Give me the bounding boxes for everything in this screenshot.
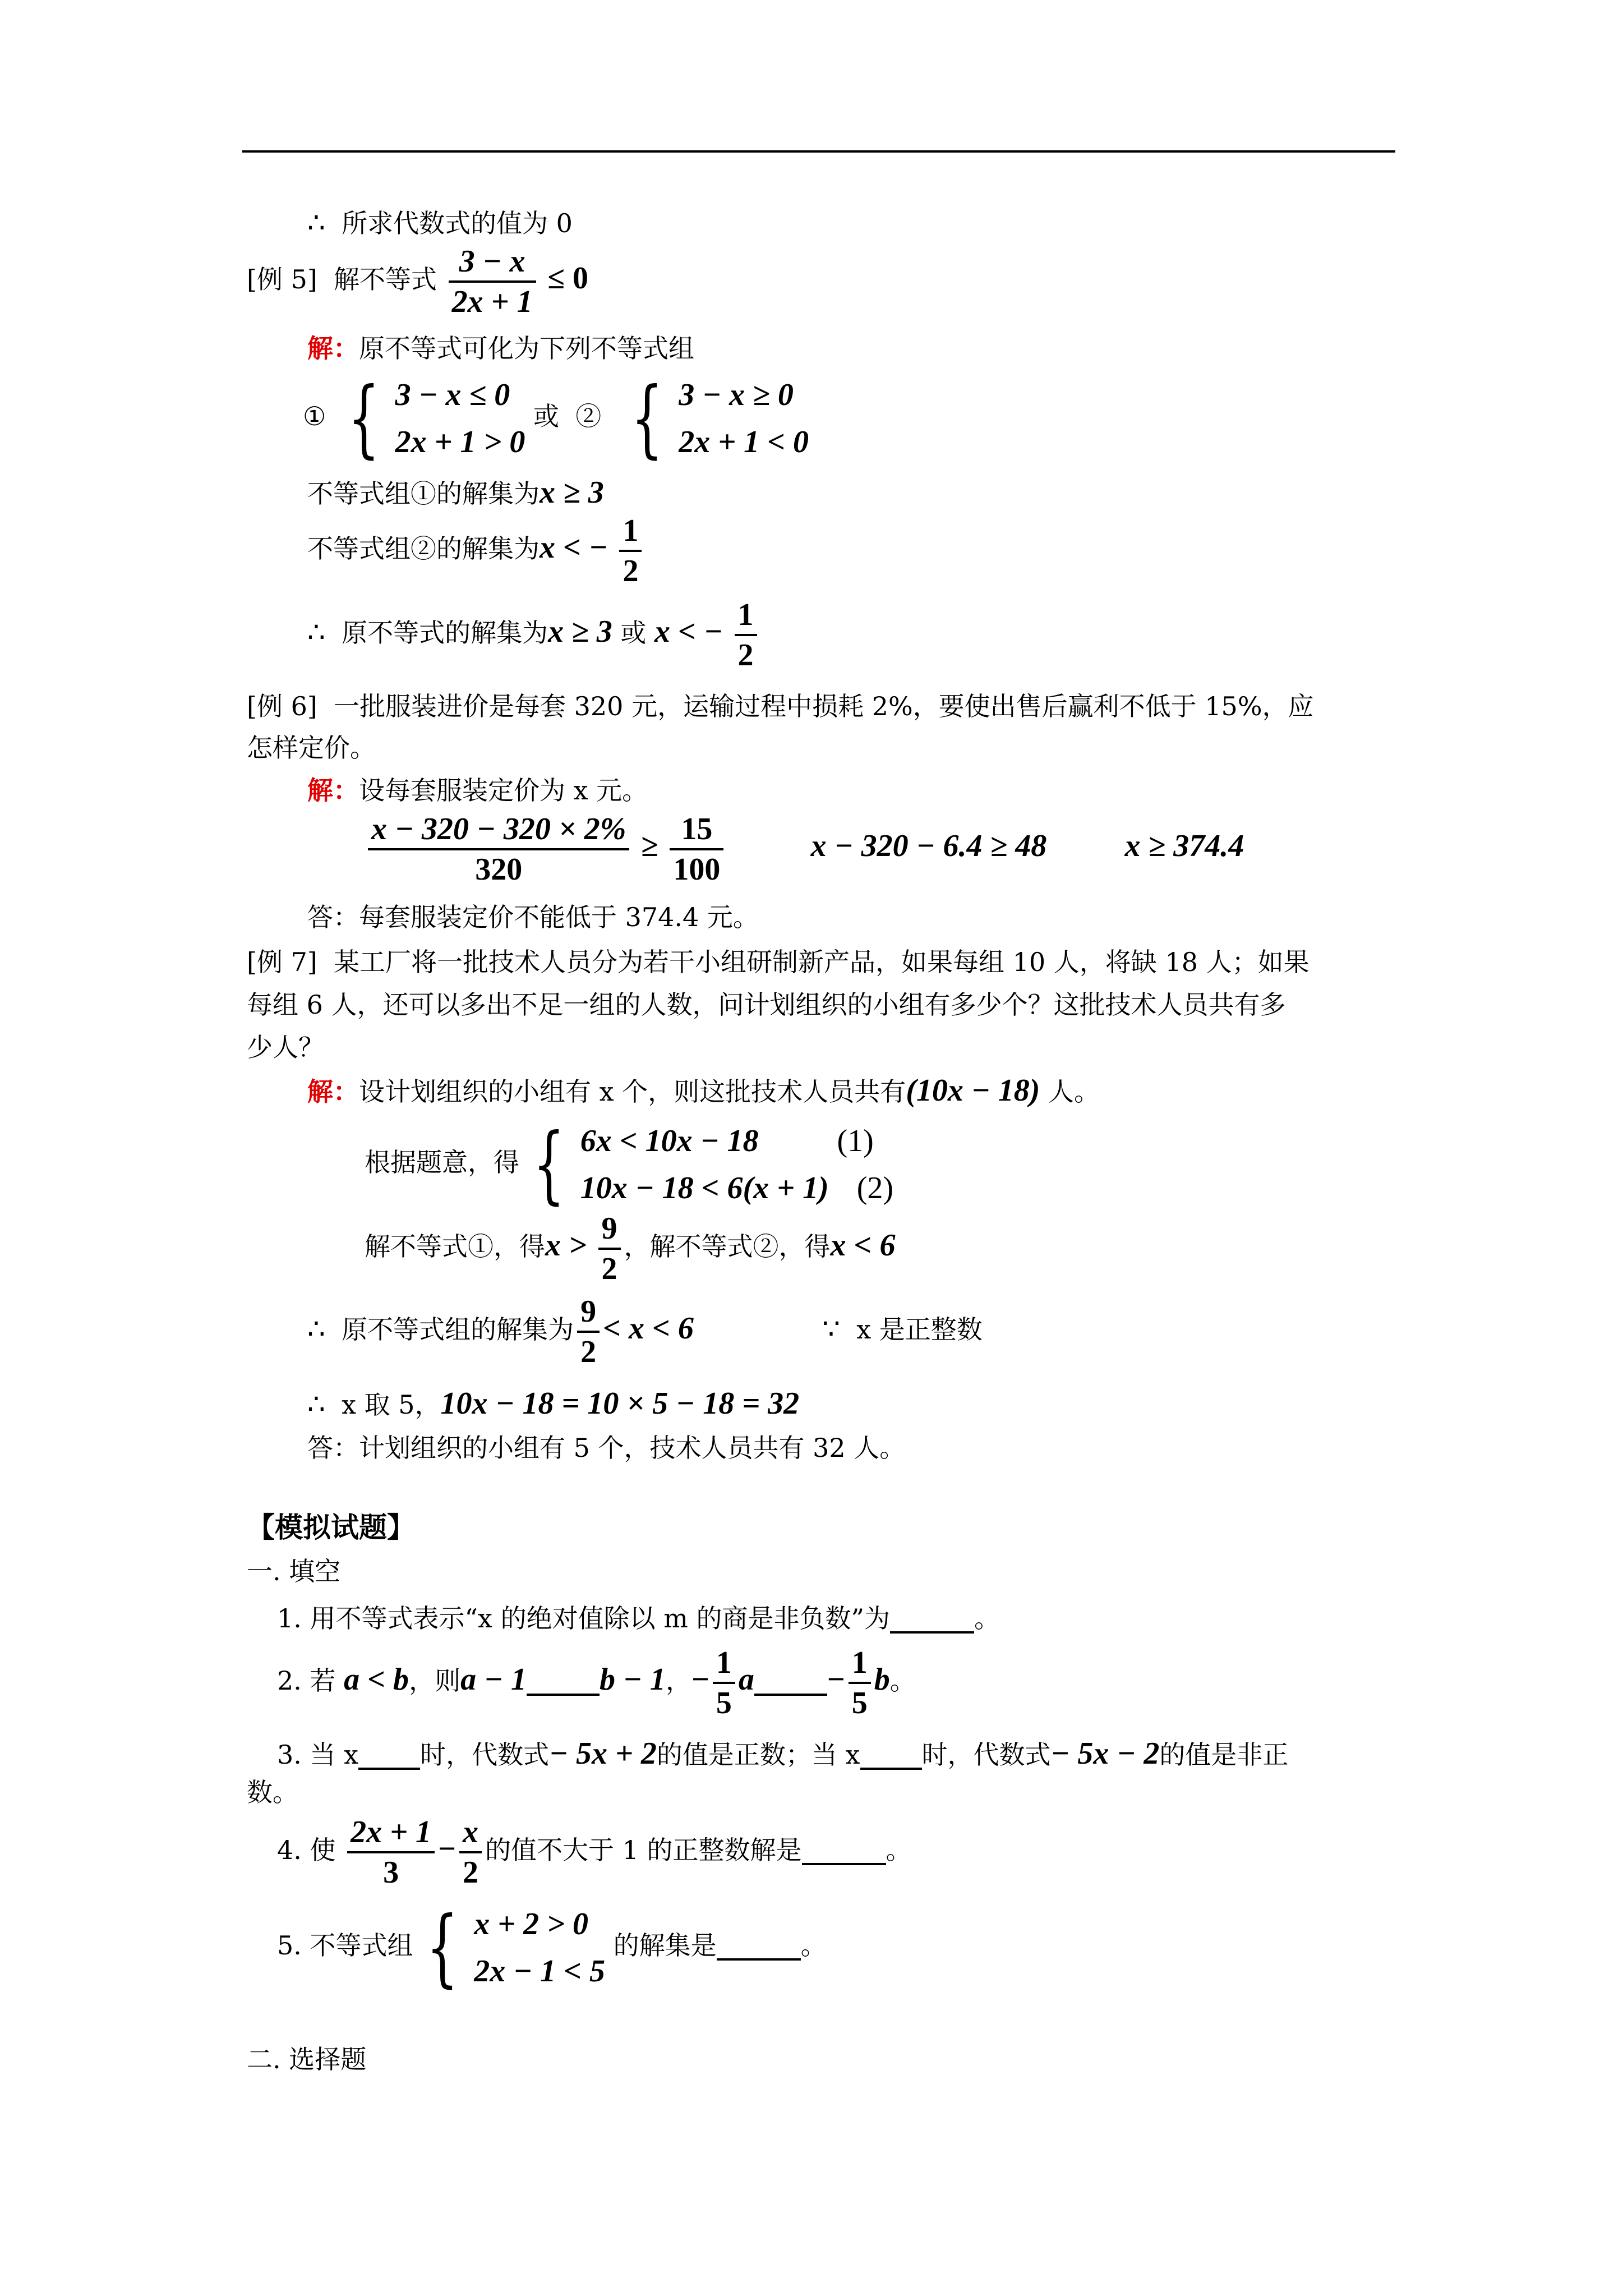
fraction-denominator: 2 [462, 1855, 478, 1890]
fraction-numerator: 1 [713, 1647, 735, 1684]
system-row: x + 2 > 0 [474, 1907, 589, 1941]
example7-text3 [247, 1034, 324, 1060]
system-expression: 10x − 18 < 6(x + 1) [580, 1171, 829, 1205]
section2-title [247, 2046, 366, 2072]
example7-text1 [247, 949, 1310, 975]
solution-text: 不等式组②的解集为 [307, 533, 540, 564]
fraction-numerator: x − 320 − 320 × 2% [368, 813, 629, 850]
question-2 [277, 1647, 916, 1719]
system-row: 2x − 1 < 5 [474, 1954, 606, 1989]
math-expression: − 5x − 2 [1050, 1736, 1160, 1771]
example6-text2 [247, 735, 376, 761]
solution-text: 根据题意，得 [365, 1147, 519, 1177]
question-text: 数。 [247, 1777, 298, 1807]
solution-text: 不等式组①的解集为 [307, 478, 540, 509]
fraction-denominator: 2 [601, 1251, 617, 1286]
mock-heading [247, 1513, 415, 1542]
inequality-system [580, 1117, 893, 1212]
fraction-denominator: 320 [475, 852, 523, 887]
answer-text: 答：每套服装定价不能低于 374.4 元。 [307, 902, 759, 932]
therefore-symbol: ∴ [307, 616, 325, 648]
math-expression: < x < 6 [603, 1311, 694, 1346]
math-expression: x < − [540, 530, 608, 565]
question-4 [277, 1816, 912, 1888]
fraction-denominator: 5 [851, 1686, 868, 1720]
fraction-numerator: 2x + 1 [347, 1816, 435, 1853]
fraction-denominator: 2 [623, 554, 639, 588]
example5-systems [303, 371, 809, 466]
section-title: 一. 填空 [247, 1556, 341, 1586]
math-expression: x > [545, 1228, 587, 1263]
math-expression: b [874, 1662, 890, 1697]
solution-text: 原不等式组的解集为 [342, 1314, 574, 1345]
math-relation: ≤ 0 [547, 261, 588, 296]
therefore-symbol: ∴ [307, 1313, 325, 1345]
fraction [577, 1296, 600, 1368]
math-expression: x < 6 [830, 1228, 896, 1263]
math-relation: ≥ [641, 829, 658, 863]
question-text: 。 [889, 1665, 916, 1696]
math-expression: − 5x + 2 [549, 1736, 657, 1771]
system-row: 2x + 1 > 0 [395, 425, 525, 459]
solution-label: 解： [307, 1076, 359, 1107]
system-expression: 6x < 10x − 18 [580, 1124, 759, 1158]
intro-conclusion: 所求代数式的值为 0 [342, 208, 573, 238]
example5-solution-line [307, 333, 694, 364]
answer-blank[interactable] [527, 1668, 600, 1696]
because-symbol: ∵ [822, 1313, 840, 1345]
fraction-denominator: 5 [716, 1686, 732, 1720]
fraction-numerator: 1 [735, 599, 757, 636]
question-text: 的值是正数；当 x [656, 1740, 860, 1770]
math-expression: x ≥ 3 [548, 614, 612, 649]
example5-sol2 [307, 515, 645, 587]
question-text: 1. 用不等式表示“x 的绝对值除以 m 的商是非负数”为 [277, 1603, 890, 1634]
fraction-denominator: 2 [580, 1335, 597, 1369]
solution-text: 原不等式的解集为 [342, 618, 548, 648]
example6-equation [365, 813, 1244, 885]
fraction-numerator: 9 [598, 1213, 621, 1250]
answer-blank[interactable] [802, 1837, 886, 1865]
solution-text: 原不等式可化为下列不等式组 [359, 333, 694, 364]
answer-blank[interactable] [717, 1932, 801, 1961]
question-text: 4. 使 [277, 1835, 336, 1865]
example7-solution-line [307, 1075, 1100, 1106]
example5-title [247, 246, 588, 318]
math-expression: a − 1 [460, 1662, 527, 1697]
math-expression: (10x − 18) [906, 1073, 1040, 1108]
fraction-numerator: 1 [849, 1647, 871, 1684]
fraction [619, 515, 642, 587]
example6-text1 [247, 693, 1314, 719]
brace-icon: { [426, 1899, 459, 1996]
system-row [580, 1117, 893, 1165]
example5-sol1 [307, 477, 604, 508]
brace-icon: { [631, 370, 663, 467]
question-text: 3. 当 x [277, 1740, 359, 1770]
system-row [580, 1165, 893, 1212]
section-heading: 【模拟试题】 [247, 1511, 415, 1544]
example5-final [307, 599, 760, 671]
fraction [670, 813, 723, 885]
math-expression: − [438, 1832, 456, 1866]
answer-blank[interactable] [860, 1742, 922, 1770]
circle-one: ① [303, 401, 326, 431]
fraction-numerator: x [459, 1816, 482, 1853]
fraction [459, 1816, 482, 1888]
question-text: 的值是非正 [1159, 1740, 1289, 1770]
example6-solution-line [307, 775, 648, 806]
fraction-numerator: 3 − x [449, 246, 536, 283]
question-text: 。 [974, 1603, 1000, 1634]
fraction-denominator: 2x + 1 [451, 284, 533, 319]
example7-final [307, 1296, 983, 1368]
or-text: 或 [533, 401, 560, 431]
example-text: 每组 6 人，还可以多出不足一组的人数，问计划组织的小组有多少个？这批技术人员共有多 [247, 990, 1286, 1020]
math-expression: x < − [654, 614, 723, 649]
question-text: 5. 不等式组 [277, 1930, 413, 1961]
fraction [735, 599, 757, 671]
fraction-numerator: 1 [619, 515, 642, 552]
system-row: 2x + 1 < 0 [679, 425, 809, 459]
example-text: 怎样定价。 [247, 733, 376, 763]
example7-answer [307, 1435, 905, 1461]
question-text: ， [665, 1665, 691, 1696]
example7-solve [365, 1213, 895, 1285]
fraction-denominator: 100 [673, 852, 721, 887]
example-label: [例 7] [247, 947, 317, 977]
fraction-numerator: 15 [670, 813, 723, 850]
example-text: 一批服装进价是每套 320 元，运输过程中损耗 2%，要使出售后赢利不低于 15%，应 [334, 691, 1314, 721]
answer-blank[interactable] [890, 1605, 974, 1634]
example7-text2 [247, 992, 1286, 1018]
or-text: 或 [620, 618, 647, 648]
question-text: 时，代数式 [921, 1740, 1051, 1770]
solution-text: x 取 5， [342, 1389, 441, 1420]
answer-blank[interactable] [358, 1742, 420, 1770]
math-expression: a < b [344, 1662, 409, 1697]
example6-answer [307, 904, 759, 930]
section-title: 二. 选择题 [247, 2044, 367, 2074]
system-tag: (2) [856, 1171, 894, 1205]
question-text: 的值不大于 1 的正整数解是 [485, 1835, 802, 1865]
math-expression: x − 320 − 6.4 ≥ 48 [810, 829, 1047, 863]
example-text: 某工厂将一批技术人员分为若干小组研制新产品，如果每组 10 人，将缺 18 人；如果 [334, 947, 1310, 977]
math-expression: − [691, 1662, 709, 1697]
fraction [849, 1647, 871, 1719]
math-expression: b − 1 [600, 1662, 666, 1697]
solution-text: 设每套服装定价为 x 元。 [359, 775, 648, 806]
inequality-system [395, 371, 525, 466]
header-rule [242, 150, 1395, 153]
fraction [598, 1213, 621, 1285]
solution-text: x 是正整数 [856, 1314, 983, 1345]
question-text: 2. 若 [277, 1665, 336, 1696]
example7-system [365, 1117, 893, 1212]
section1-title [247, 1558, 340, 1584]
circle-two: ② [575, 401, 602, 431]
solution-text: 解不等式①，得 [365, 1231, 545, 1262]
brace-icon: { [532, 1116, 565, 1213]
fraction [368, 813, 629, 885]
fraction-numerator: 9 [577, 1296, 600, 1333]
example-prompt: 解不等式 [334, 264, 437, 295]
example-text: 少人？ [247, 1032, 324, 1062]
example7-take [307, 1388, 799, 1419]
inequality-system [474, 1901, 605, 1995]
solution-label: 解： [307, 775, 359, 806]
math-expression: − [827, 1662, 845, 1697]
intro-line [307, 206, 573, 239]
math-expression: a [738, 1662, 754, 1697]
math-expression: 10x − 18 = 10 × 5 − 18 = 32 [440, 1386, 800, 1421]
example-label: [例 6] [247, 691, 317, 721]
fraction-denominator: 2 [737, 638, 754, 673]
question-3-cont [247, 1779, 298, 1805]
inequality-system [679, 371, 809, 466]
therefore-symbol: ∴ [307, 206, 325, 239]
question-text: 。 [800, 1930, 827, 1961]
math-expression: x ≥ 374.4 [1124, 829, 1244, 863]
question-1 [277, 1605, 1000, 1634]
question-text: 。 [886, 1835, 912, 1865]
system-row: 3 − x ≤ 0 [395, 378, 510, 412]
system-row: 3 − x ≥ 0 [679, 378, 794, 412]
solution-text: 人。 [1048, 1076, 1100, 1107]
question-text: ，则 [409, 1665, 461, 1696]
math-expression: x ≥ 3 [540, 475, 604, 510]
solution-text: 设计划组织的小组有 x 个，则这批技术人员共有 [359, 1076, 906, 1107]
fraction [713, 1647, 735, 1719]
solution-text: ，解不等式②，得 [624, 1231, 831, 1262]
system-tag: (1) [837, 1124, 874, 1158]
therefore-symbol: ∴ [307, 1388, 325, 1420]
answer-text: 答：计划组织的小组有 5 个，技术人员共有 32 人。 [307, 1433, 906, 1463]
question-text: 的解集是 [613, 1930, 717, 1961]
question-5 [277, 1901, 827, 1995]
fraction [347, 1816, 435, 1888]
brace-icon: { [347, 370, 380, 467]
solution-label: 解： [307, 333, 359, 364]
fraction-denominator: 3 [383, 1855, 399, 1890]
example-label: [例 5] [247, 264, 317, 295]
fraction [449, 246, 536, 318]
question-3 [277, 1738, 1288, 1770]
answer-blank[interactable] [754, 1668, 827, 1696]
question-text: 时，代数式 [420, 1740, 550, 1770]
